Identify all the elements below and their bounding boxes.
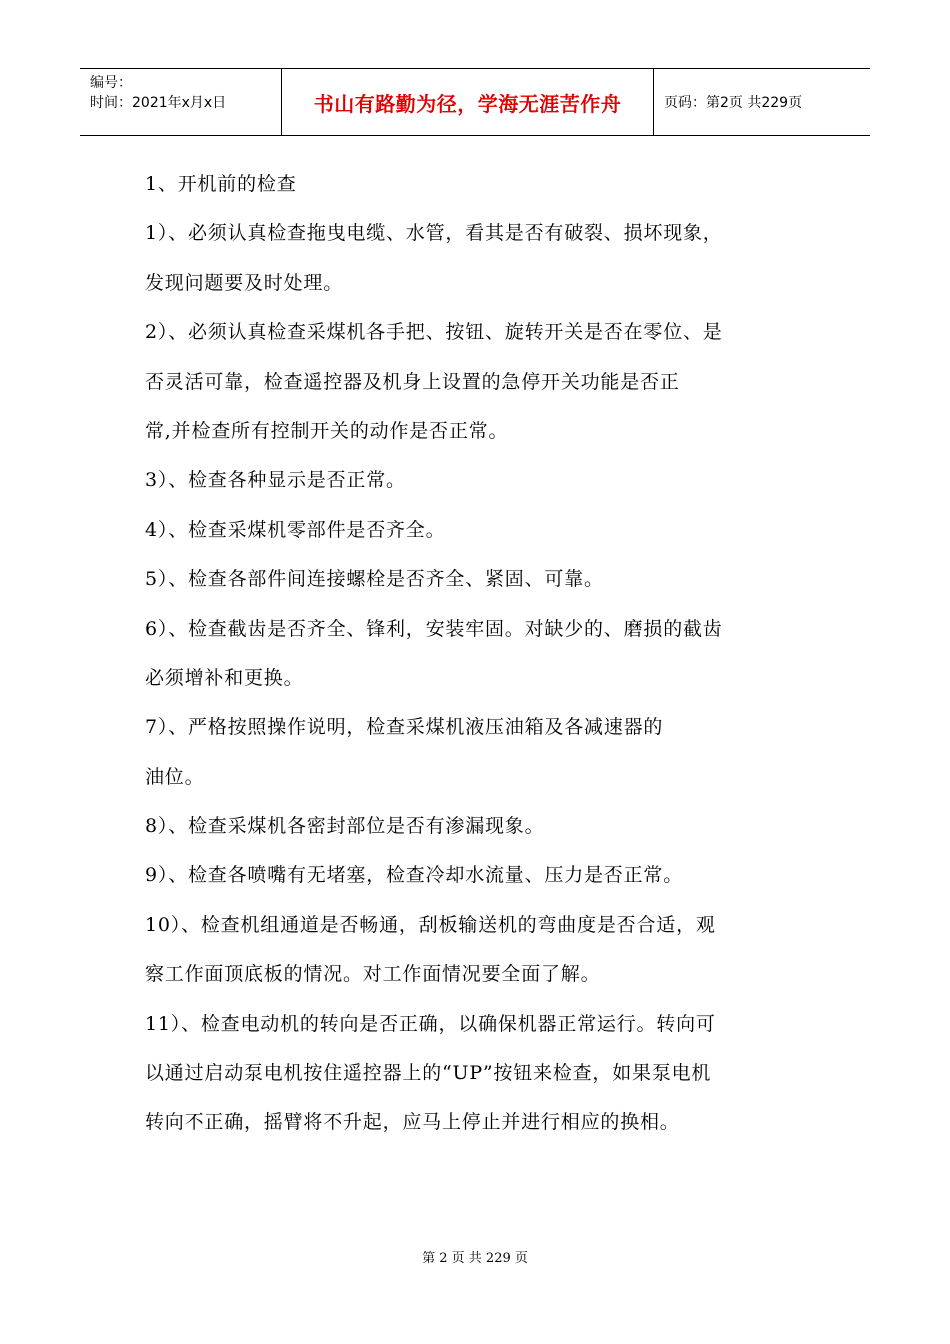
- page-header: [80, 68, 870, 136]
- text-line: 10）、检查机组通道是否畅通，刮板输送机的弯曲度是否合适，观: [145, 913, 716, 936]
- text-line: 发现问题要及时处理。: [145, 271, 344, 294]
- header-motto-cell: [282, 69, 654, 135]
- serial-number-label: 编号：: [90, 75, 132, 91]
- text-line: 11）、检查电动机的转向是否正确，以确保机器正常运行。转向可: [145, 1012, 716, 1035]
- text-line: 3）、检查各种显示是否正常。: [145, 469, 406, 492]
- text-line: 6）、检查截齿是否齐全、锋利，安装牢固。对缺少的、磨损的截齿: [145, 617, 723, 640]
- text-line: 转向不正确，摇臂将不升起，应马上停止并进行相应的换相。: [145, 1111, 680, 1134]
- text-line: 8）、检查采煤机各密封部位是否有渗漏现象。: [145, 815, 545, 838]
- header-page-code: 页码：第2页 共229页: [664, 95, 803, 111]
- document-body: [145, 160, 825, 1148]
- header-info-cell: [80, 69, 282, 135]
- text-line: 2）、必须认真检查采煤机各手把、按钮、旋转开关是否在零位、是: [145, 321, 723, 344]
- text-line: 1、开机前的检查: [145, 173, 297, 195]
- text-line: 9）、检查各喷嘴有无堵塞，检查冷却水流量、压力是否正常。: [145, 864, 683, 887]
- text-line: 1）、必须认真检查拖曳电缆、水管，看其是否有破裂、损坏现象，: [145, 222, 723, 245]
- text-line: 7）、严格按照操作说明，检查采煤机液压油箱及各减速器的: [145, 716, 664, 739]
- date-label: 时间：2021年x月x日: [90, 95, 227, 111]
- header-page-cell: [654, 69, 870, 135]
- text-line: 5）、检查各部件间连接螺栓是否齐全、紧固、可靠。: [145, 568, 604, 591]
- text-line: 察工作面顶底板的情况。对工作面情况要全面了解。: [145, 963, 601, 986]
- text-line: 常,并检查所有控制开关的动作是否正常。: [145, 419, 509, 442]
- page-footer: 第 2 页 共 229 页: [422, 1251, 528, 1266]
- text-line: 油位。: [145, 765, 205, 788]
- text-line: 以通过启动泵电机按住遥控器上的“UP”按钮来检查，如果泵电机: [145, 1062, 712, 1085]
- text-line: 必须增补和更换。: [145, 666, 304, 689]
- header-motto: 书山有路勤为径，学海无涯苦作舟: [313, 91, 622, 116]
- text-line: 4）、检查采煤机零部件是否齐全。: [145, 518, 446, 541]
- text-line: 否灵活可靠，检查遥控器及机身上设置的急停开关功能是否正: [145, 370, 680, 393]
